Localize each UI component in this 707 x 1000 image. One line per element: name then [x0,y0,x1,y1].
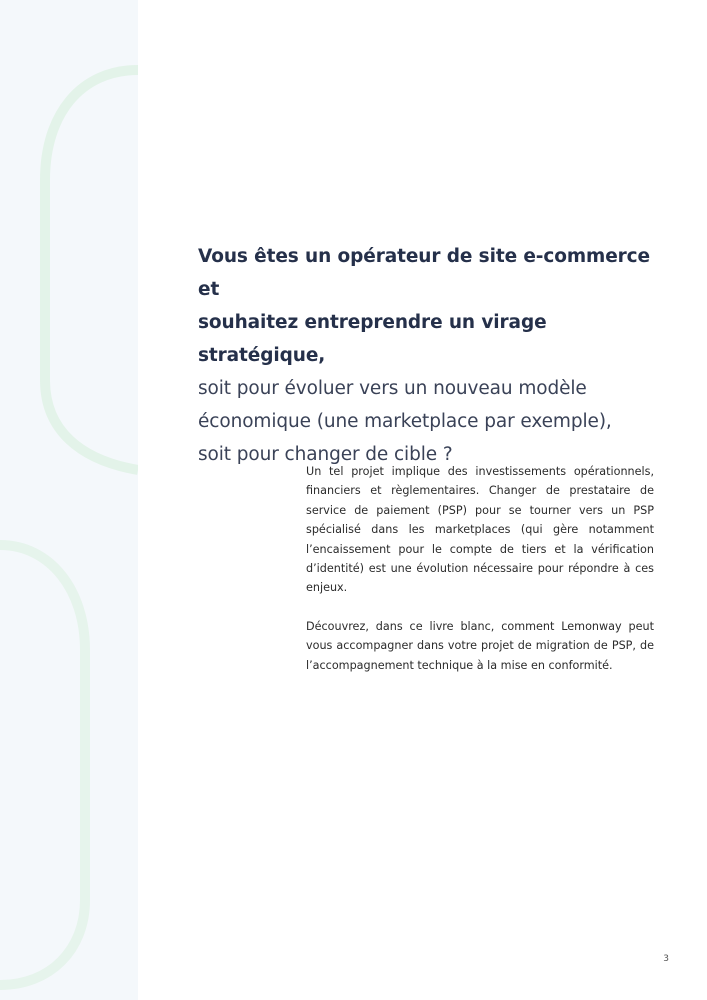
intro-light-line-1: soit pour évoluer vers un nouveau modèle [198,378,587,399]
body-paragraph-2: Découvrez, dans ce livre blanc, comment Lemonway peut vous accompagner dans votre projet de migration de PSP, de l’accompagnement technique à la mise en conformité. [306,619,654,672]
decorative-arch-top [45,70,138,470]
intro-light-line-2: économique (une marketplace par exemple), [198,411,612,432]
intro-bold-line-2: souhaitez entreprendre un virage stratégique, [198,312,547,366]
body-paragraph-1: Un tel projet implique des investissements opérationnels, financiers et règlementaires. Changer de prestataire de service de paiement (PSP) pour se tourner vers un PSP spécialisé dans les marketplaces (qui gère notamment l’encaissement pour le compte de tiers et la vérification d’identité) est une évolution nécessaire pour répondre à ces enjeux. [306,465,654,595]
decorative-arch-bottom [0,545,85,985]
intro-statement [198,240,668,471]
page-number: 3 [663,954,669,964]
decorative-rounded-shapes [0,0,138,1000]
intro-light-line-3: soit pour changer de cible ? [198,444,453,465]
body-text [306,462,654,694]
intro-bold-line-1: Vous êtes un opérateur de site e-commerce et [198,246,650,300]
decorative-side-band [0,0,138,1000]
